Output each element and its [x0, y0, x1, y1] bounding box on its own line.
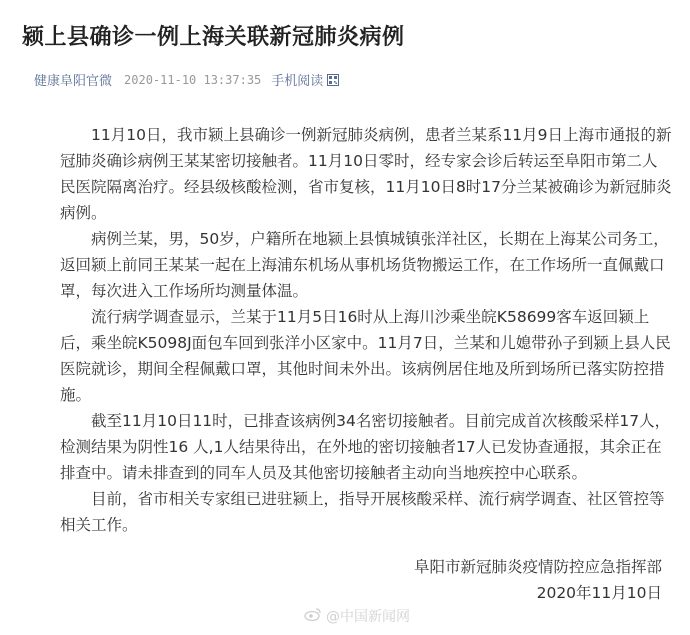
article-title: 颍上县确诊一例上海关联新冠肺炎病例: [22, 25, 405, 50]
body-paragraph: 病例兰某，男，50岁，户籍所在地颍上县慎城镇张洋社区，长期在上海某公司务工，返回颍上前同王某某一起在上海浦东机场从事机场货物搬运工作，在工作场所一直佩戴口罩，每次进入工作场所均测量体温。: [60, 230, 669, 300]
watermark-text: @中国新闻网: [326, 609, 410, 625]
article-meta: [34, 70, 339, 89]
signature-date: 2020年11月10日: [536, 584, 662, 602]
account-link[interactable]: 健康阜阳官微: [34, 74, 113, 89]
body-paragraph: 流行病学调查显示，兰某于11月5日16时从上海川沙乘坐皖K58699客车返回颍上后，乘坐皖K5098J面包车回到张洋小区家中。11月7日，兰某和儿媳带孙子到颍上县人民医院就诊，期间全程佩戴口罩，其他时间未外出。该病例居住地及所到场所已落实防控措施。: [60, 308, 671, 404]
article-body: [60, 122, 672, 538]
weibo-icon: [304, 607, 322, 625]
article-signature: [414, 554, 662, 606]
signature-org: 阜阳市新冠肺炎疫情防控应急指挥部: [413, 558, 662, 576]
body-paragraph: 11月10日，我市颍上县确诊一例新冠肺炎病例，患者兰某系11月9日上海市通报的新冠肺炎确诊病例王某某密切接触者。11月10日零时，经专家会诊后转运至阜阳市第二人民医院隔离治疗。经县级核酸检测，省市复核，11月10日8时17分兰某被确诊为新冠肺炎病例。: [60, 126, 672, 222]
body-paragraph: 截至11月10日11时，已排查该病例34名密切接触者。目前完成首次核酸采样17人，检测结果为阴性16 人,1人结果待出，在外地的密切接触者17人已发协查通报，其余正在排查中。请未排查到的同车人员及其他密切接触者主动向当地疾控中心联系。: [60, 412, 671, 482]
qr-code-icon[interactable]: [327, 74, 339, 86]
mobile-read-link[interactable]: 手机阅读: [271, 74, 324, 89]
body-paragraph: 目前，省市相关专家组已进驻颍上，指导开展核酸采样、流行病学调查、社区管控等相关工作。: [60, 490, 665, 534]
watermark: [304, 606, 410, 626]
publish-timestamp: 2020-11-10 13:37:35: [124, 72, 262, 87]
